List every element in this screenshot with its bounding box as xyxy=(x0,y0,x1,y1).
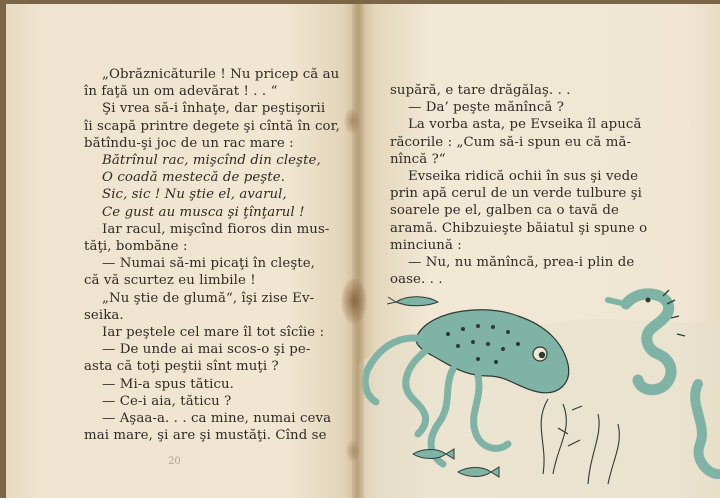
text-line: — Ce-i aia, tăticu ? xyxy=(102,393,232,409)
verse-line: Ce gust au musca şi ţînţarul ! xyxy=(102,204,305,220)
text-line: — Nu, nu mănîncă, prea-i plin de xyxy=(408,255,635,271)
text-line: prin apă cerul de un verde tulbure şi xyxy=(390,186,642,202)
text-line: seika. xyxy=(84,307,124,323)
text-line: — De unde ai mai scos-o şi pe- xyxy=(102,342,311,358)
text-line: răcorile : „Cum să-i spun eu că mă- xyxy=(390,134,632,150)
text-line: îi scapă printre degete şi cîntă în cor, xyxy=(84,118,340,134)
text-line: bătîndu-şi joc de un rac mare : xyxy=(84,135,294,151)
text-line: „Nu ştie de glumă“, îşi zise Ev- xyxy=(102,290,315,306)
underwater-illustration xyxy=(358,4,720,498)
text-line: „Obrăznicăturile ! Nu pricep că au xyxy=(102,67,340,82)
left-page-text xyxy=(84,66,340,444)
verse-line: O coadă mestecă de peşte. xyxy=(102,170,286,186)
water-stain xyxy=(344,108,360,134)
text-line: asta că toţi peştii sînt muţi ? xyxy=(84,359,279,375)
shrimp xyxy=(396,297,438,306)
text-line: Şi vrea să-i înhaţe, dar peştişorii xyxy=(102,101,326,117)
text-line: tăţi, bombăne : xyxy=(84,239,188,255)
verse-line: Sic, sic ! Nu ştie el, avarul, xyxy=(102,187,287,203)
text-line: Iar peştele cel mare îl tot sîcîie : xyxy=(102,325,325,341)
left-page xyxy=(6,4,358,498)
text-line: Evseika ridică ochii în sus şi vede xyxy=(408,169,639,185)
verse-line: Bătrînul rac, mişcînd din cleşte, xyxy=(102,153,321,169)
text-line: mai mare, şi are şi mustăţi. Cînd se xyxy=(84,428,327,444)
text-line: Iar racul, mişcînd fioros din mus- xyxy=(102,221,330,237)
right-page xyxy=(358,4,720,498)
octopus-pupil xyxy=(539,352,545,358)
water-stain xyxy=(341,278,367,324)
text-line: în faţă un om adevărat ! . . “ xyxy=(84,84,278,100)
shrimp-antennae xyxy=(387,297,396,304)
text-line: oase. . . xyxy=(390,272,443,288)
water-stain xyxy=(346,440,360,462)
text-line: aramă. Chibzuieşte băiatul şi spune o xyxy=(390,220,648,236)
book-gutter xyxy=(352,4,364,498)
text-line: supără, e tare drăgălaş. . . xyxy=(390,83,571,98)
text-line: — Mi-a spus tăticu. xyxy=(102,376,234,392)
text-line: — Aşaa-a. . . ca mine, numai ceva xyxy=(102,411,332,427)
text-line: — Da’ peşte mănîncă ? xyxy=(408,100,564,116)
text-line: La vorba asta, pe Evseika îl apucă xyxy=(408,117,642,133)
text-line: nîncă ?“ xyxy=(390,151,446,167)
text-line: — Numai să-mi picaţi în cleşte, xyxy=(102,256,316,272)
text-line: soarele pe el, galben ca o tavă de xyxy=(390,203,619,219)
text-line: minciună : xyxy=(390,237,462,253)
page-number: 20 xyxy=(168,456,181,467)
seahorse-eye xyxy=(646,298,651,303)
text-line: că vă scurtez eu limbile ! xyxy=(84,273,256,289)
seahorse-snout xyxy=(608,300,626,304)
